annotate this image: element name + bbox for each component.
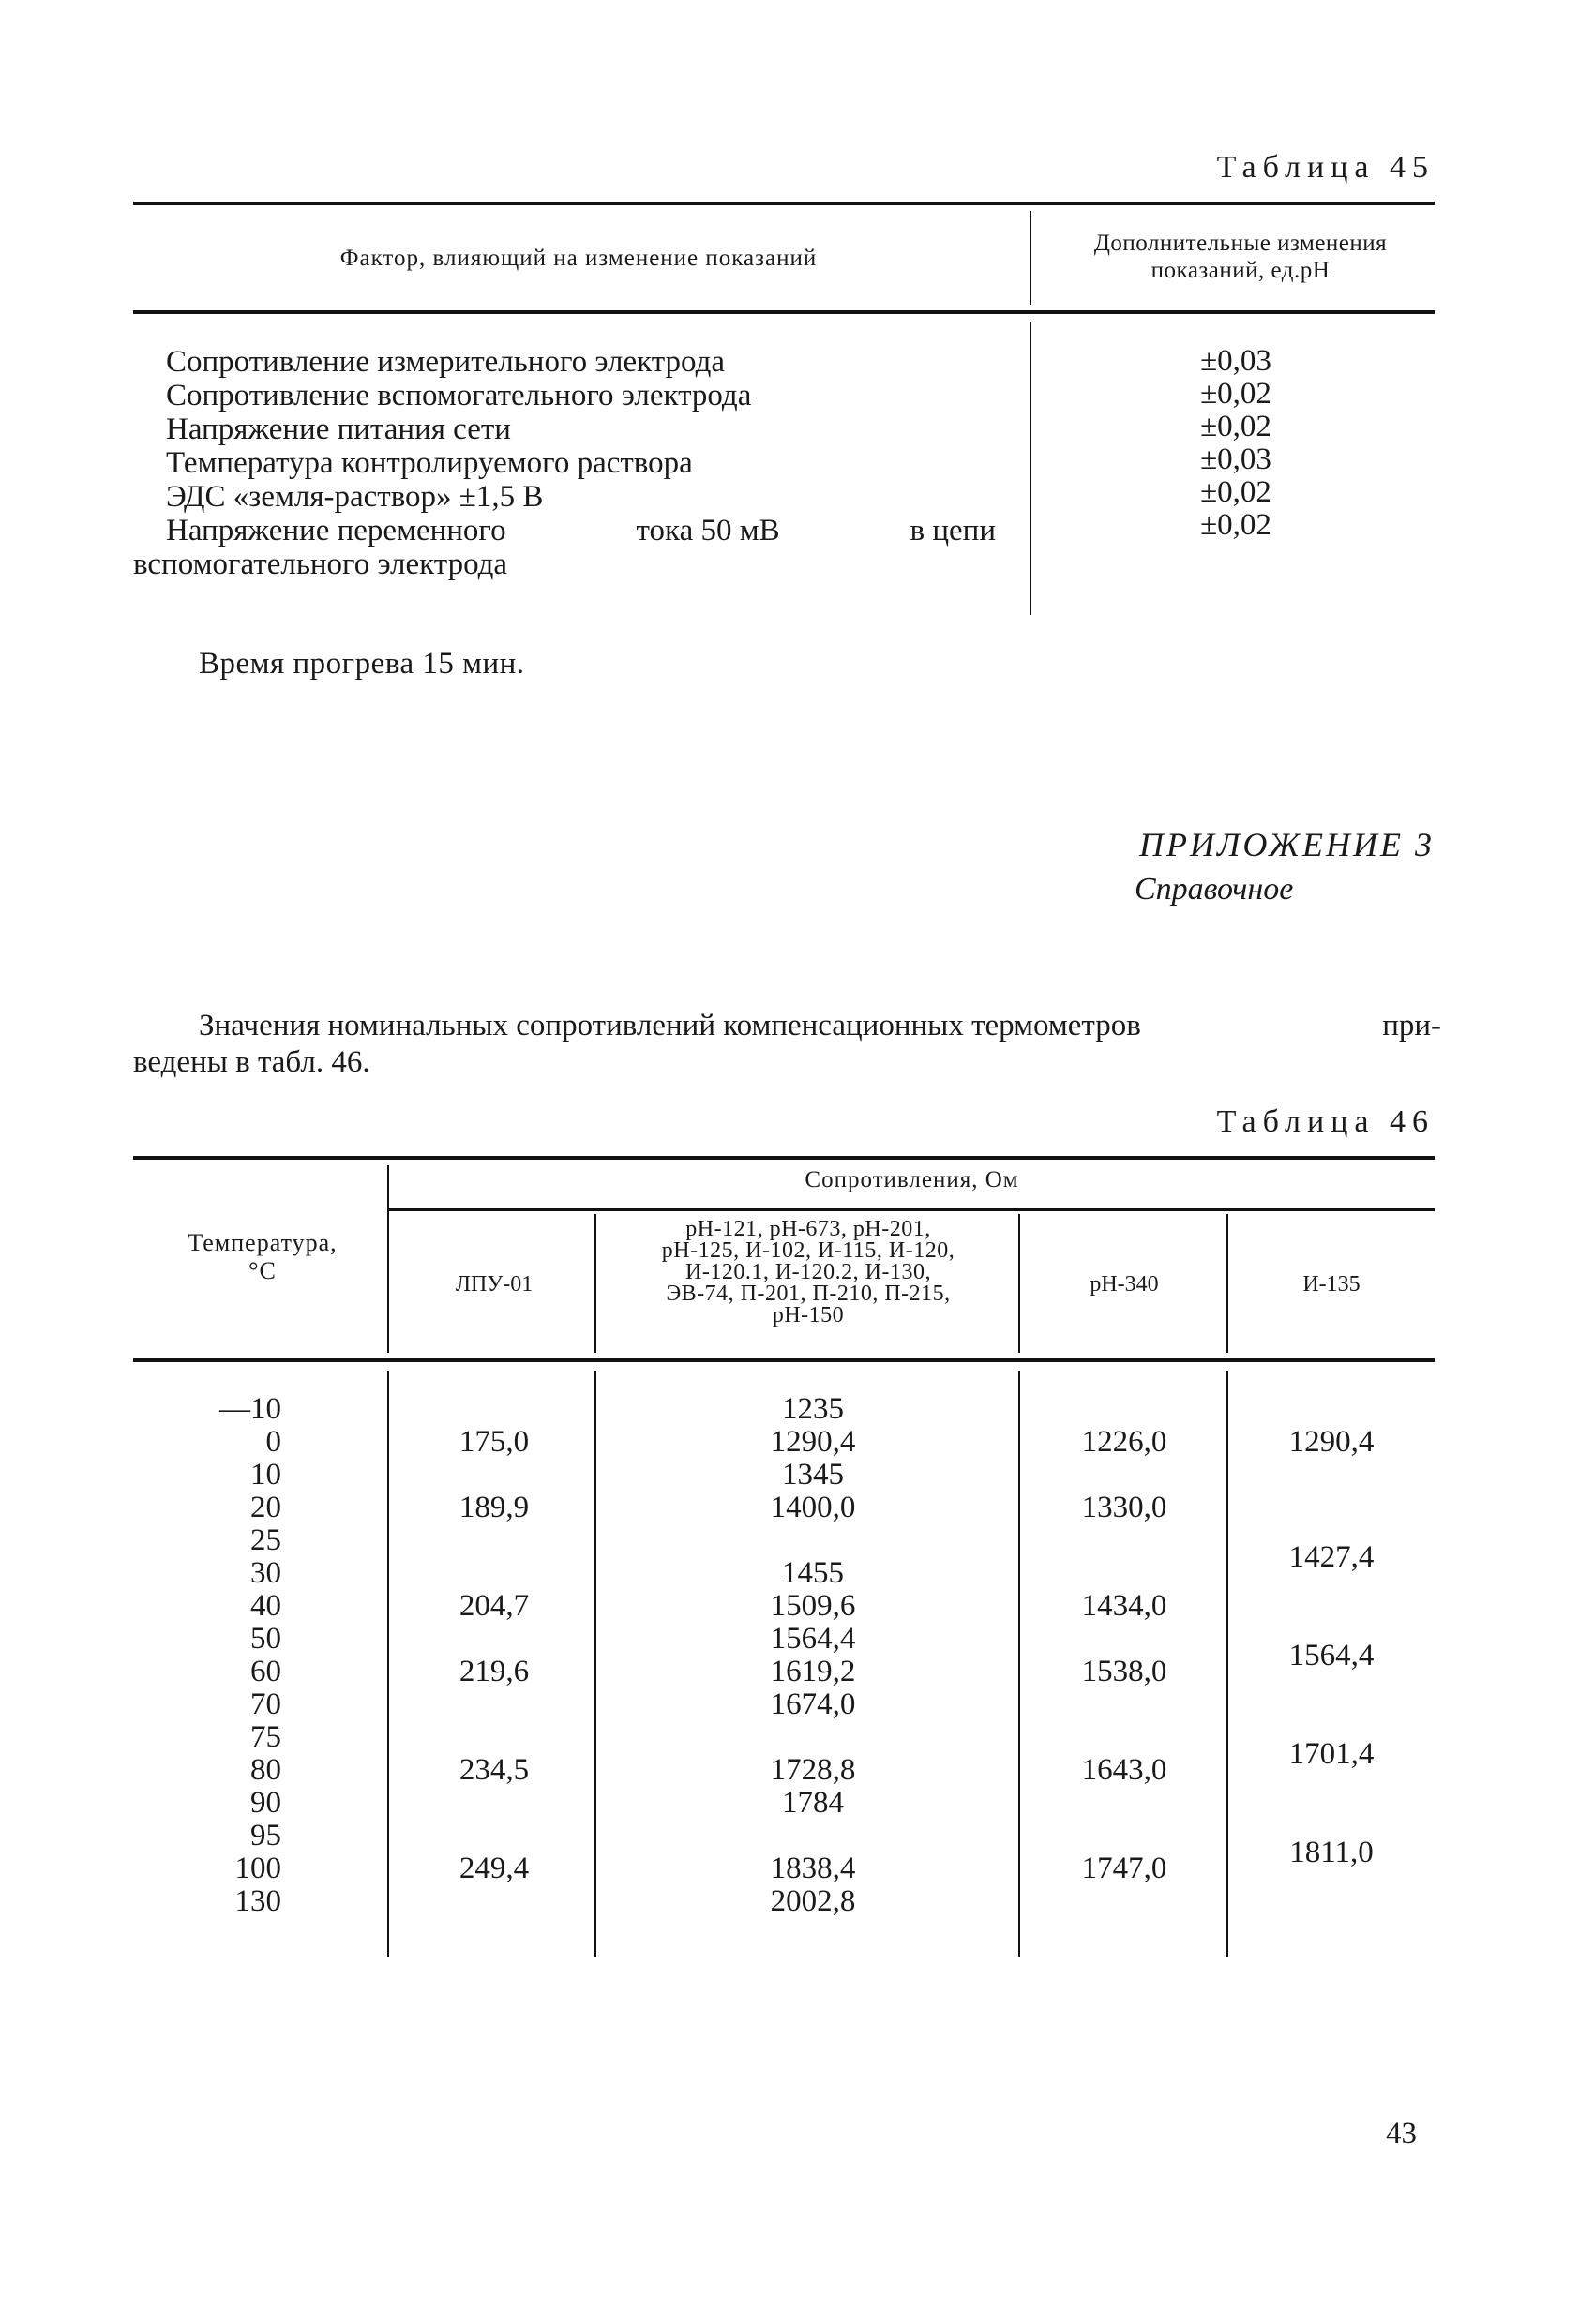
table-cell	[1020, 1557, 1228, 1590]
table-cell	[1228, 1508, 1435, 1541]
table-cell	[392, 1820, 596, 1852]
column-lpu01	[392, 1393, 596, 1918]
table-cell	[1228, 1705, 1435, 1738]
header-instruments-line: ЭВ-74, П-201, П-210, П-215,	[666, 1282, 951, 1306]
table-cell: 1235	[782, 1392, 844, 1426]
table-cell	[392, 1524, 596, 1557]
table-row	[133, 514, 996, 547]
header-change-line-1: Дополнительные изменения	[1093, 231, 1388, 256]
table-cell	[1020, 1885, 1228, 1918]
header-instruments-line: И-120.1, И-120.2, И-130,	[685, 1260, 931, 1284]
table-cell: 1784	[782, 1786, 844, 1820]
header-temperature-line-1: Температура,	[188, 1229, 338, 1256]
table-cell	[1228, 1607, 1435, 1640]
table-cell: 1674,0	[770, 1687, 856, 1721]
table-46-group-header: Сопротивления, Ом	[805, 1167, 1019, 1192]
header-instruments-line: рН-150	[772, 1303, 845, 1327]
table-cell: 1290,4	[1288, 1425, 1375, 1459]
table-row: Температура контролируемого раствора	[166, 446, 693, 480]
table-cell: 10	[250, 1458, 281, 1492]
table-cell	[606, 1524, 1020, 1557]
table-cell	[1228, 1869, 1435, 1902]
table-cell: 20	[250, 1491, 281, 1524]
table-45-caption: Таблица 45	[1216, 150, 1435, 185]
table-46-top-rule	[133, 1156, 1435, 1160]
table-cell	[1228, 1377, 1435, 1410]
table-cell: 175,0	[459, 1425, 530, 1459]
table-45-body-divider	[1030, 322, 1031, 615]
table-cell: 1455	[782, 1556, 844, 1590]
table-cell	[392, 1885, 596, 1918]
table-cell: 80	[250, 1753, 281, 1787]
table-45-values	[1039, 345, 1433, 542]
table-cell: 60	[250, 1655, 281, 1688]
table-46-header-ph340: рН-340	[1090, 1272, 1159, 1297]
table-cell: 25	[250, 1523, 281, 1557]
table-46-header-instruments	[596, 1219, 1020, 1327]
table-cell: ±0,02	[1200, 475, 1271, 509]
table-cell: 1330,0	[1081, 1491, 1167, 1524]
table-cell: 1345	[782, 1458, 844, 1492]
table-cell	[392, 1787, 596, 1820]
table-cell	[1228, 1574, 1435, 1607]
table-cell: 1643,0	[1081, 1753, 1167, 1787]
table-cell: 1400,0	[770, 1491, 856, 1524]
column-instruments	[596, 1393, 1020, 1918]
table-cell: 1728,8	[770, 1753, 856, 1787]
warmup-note: Время прогрева 15 мин.	[199, 647, 525, 681]
table-46-divider	[387, 1165, 389, 1353]
table-cell: 1564,4	[770, 1622, 856, 1656]
table-cell: 30	[250, 1556, 281, 1590]
table-row: Сопротивление вспомогательного электрода	[166, 379, 752, 412]
last-row-part-3: в цепи	[910, 514, 996, 547]
header-change-line-2: показаний, ед.рН	[1150, 258, 1331, 283]
table-cell	[1228, 1771, 1435, 1804]
table-cell	[392, 1557, 596, 1590]
table-cell: 1434,0	[1081, 1589, 1167, 1623]
table-45-factors	[133, 345, 996, 581]
table-cell	[1020, 1459, 1228, 1492]
table-row: Сопротивление измерительного электрода	[166, 345, 726, 379]
table-cell: 249,4	[459, 1852, 530, 1885]
table-cell	[1020, 1688, 1228, 1721]
table-cell: 1290,4	[770, 1425, 856, 1459]
table-cell: 1226,0	[1081, 1425, 1167, 1459]
table-cell: 95	[250, 1819, 281, 1852]
paragraph-line-1: Значения номинальных сопротивлений компенсационных термометров	[199, 1009, 1141, 1042]
table-cell: 204,7	[459, 1589, 530, 1623]
table-cell	[1228, 1804, 1435, 1837]
table-cell: 100	[234, 1852, 281, 1885]
table-cell: 1564,4	[1288, 1639, 1375, 1672]
table-cell: 1811,0	[1289, 1836, 1374, 1869]
table-45-header-rule	[133, 310, 1435, 314]
table-cell: 75	[250, 1720, 281, 1754]
table-cell: 1619,2	[770, 1655, 856, 1688]
table-cell: 1747,0	[1081, 1852, 1167, 1885]
table-cell: 0	[265, 1425, 281, 1459]
column-i135	[1228, 1393, 1435, 1918]
table-45-top-rule	[133, 202, 1435, 205]
table-cell: 2002,8	[770, 1884, 856, 1918]
table-cell	[1020, 1623, 1228, 1656]
table-45-header-factor: Фактор, влияющий на изменение показаний	[339, 246, 818, 271]
table-cell	[392, 1459, 596, 1492]
table-cell	[606, 1721, 1020, 1754]
table-row: ЭДС «земля-раствор» ±1,5 В	[166, 480, 544, 514]
table-cell: 189,9	[459, 1491, 530, 1524]
table-cell	[1228, 1443, 1435, 1476]
table-cell: ±0,02	[1200, 508, 1271, 542]
table-cell: ±0,03	[1200, 344, 1271, 378]
last-row-part-2: тока 50 мВ	[636, 514, 780, 547]
intro-paragraph	[133, 1008, 1441, 1081]
table-46-header-temperature	[141, 1229, 384, 1285]
table-cell: 70	[250, 1687, 281, 1721]
table-cell: 1538,0	[1081, 1655, 1167, 1688]
table-46-header-i135: И-135	[1302, 1272, 1361, 1297]
table-cell: ±0,02	[1200, 377, 1271, 411]
table-cell: ±0,02	[1200, 410, 1271, 443]
table-cell	[1020, 1820, 1228, 1852]
table-row: Напряжение питания сети	[166, 412, 511, 446]
table-cell	[606, 1820, 1020, 1852]
table-45-header-divider	[1030, 211, 1031, 305]
table-cell	[392, 1721, 596, 1754]
table-cell	[392, 1688, 596, 1721]
table-cell: 90	[250, 1786, 281, 1820]
table-cell	[1020, 1524, 1228, 1557]
table-cell: 234,5	[459, 1753, 530, 1787]
table-cell: 1509,6	[770, 1589, 856, 1623]
table-cell: 219,6	[459, 1655, 530, 1688]
table-cell	[1228, 1476, 1435, 1508]
table-45-header-change	[1039, 230, 1442, 284]
column-ph340	[1020, 1393, 1228, 1918]
table-46-divider	[387, 1371, 389, 1957]
page-number: 43	[1386, 2117, 1417, 2151]
table-cell: 1701,4	[1288, 1737, 1375, 1771]
table-46-caption: Таблица 46	[1216, 1104, 1435, 1139]
table-cell: ±0,03	[1200, 442, 1271, 476]
table-cell	[1228, 1672, 1435, 1705]
table-cell: 1838,4	[770, 1852, 856, 1885]
paragraph-line-1-hyphen: при-	[1382, 1009, 1441, 1042]
appendix-title: ПРИЛОЖЕНИЕ 3	[1139, 826, 1435, 863]
last-row-continuation: вспомогательного электрода	[133, 547, 508, 581]
table-46-header-lpu: ЛПУ-01	[455, 1272, 534, 1297]
appendix-subtitle: Справочное	[1135, 872, 1294, 907]
table-cell: 40	[250, 1589, 281, 1623]
header-instruments-line: рН-125, И-102, И-115, И-120,	[661, 1238, 955, 1263]
table-cell	[1020, 1787, 1228, 1820]
header-temperature-line-2: °С	[248, 1257, 277, 1284]
table-cell: 50	[250, 1622, 281, 1656]
paragraph-line-2: ведены в табл. 46.	[133, 1045, 370, 1079]
table-cell	[392, 1393, 596, 1426]
column-temperature	[141, 1393, 281, 1918]
last-row-part-1: Напряжение переменного	[166, 514, 506, 547]
table-cell	[1020, 1721, 1228, 1754]
table-cell: —10	[219, 1392, 281, 1426]
table-cell	[1020, 1393, 1228, 1426]
table-cell: 130	[234, 1884, 281, 1918]
table-46-header-rule	[133, 1358, 1435, 1362]
table-46-sub-rule	[389, 1208, 1435, 1211]
header-instruments-line: рН-121, рН-673, рН-201,	[685, 1217, 931, 1241]
table-cell: 1427,4	[1288, 1540, 1375, 1574]
table-cell	[392, 1623, 596, 1656]
